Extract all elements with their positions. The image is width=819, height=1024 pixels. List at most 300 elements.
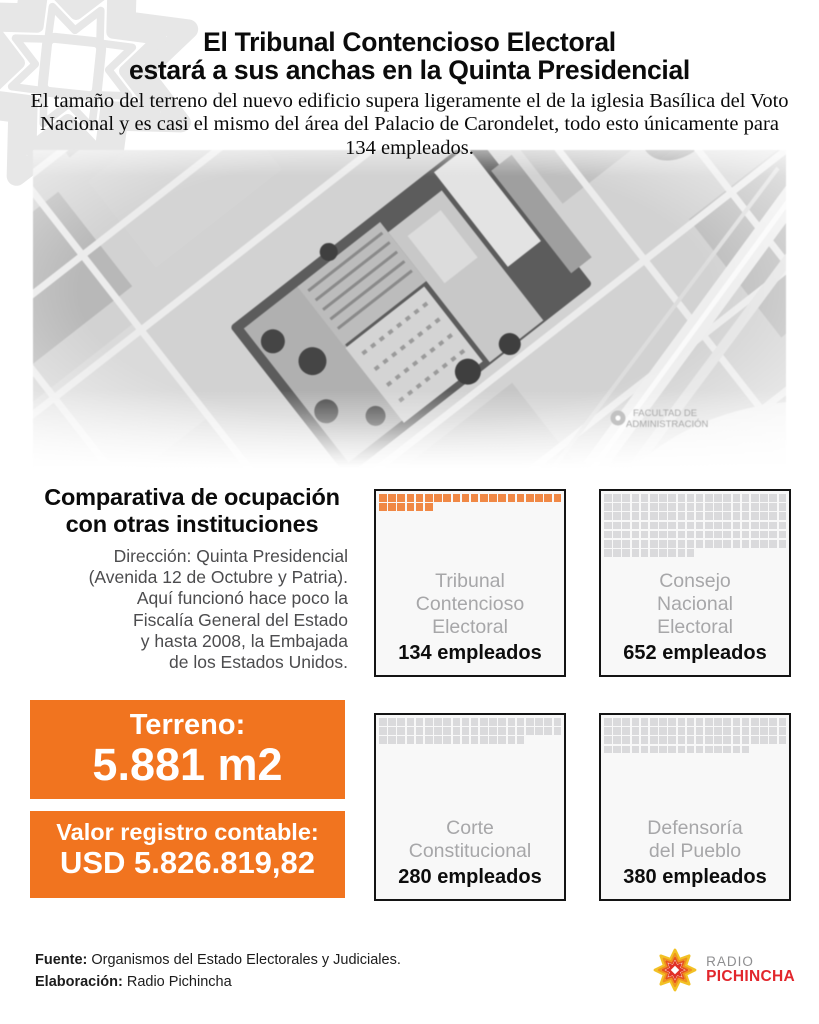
waffle-square [453,736,461,744]
waffle-square [769,736,777,744]
institution-name-line: Constitucional [408,840,532,862]
institution-name [376,817,564,863]
waffle-square [453,718,461,726]
waffle-square [535,727,543,735]
waffle-square [742,727,750,735]
institution-name-line: Contencioso [415,593,525,615]
waffle-square [687,522,695,530]
waffle-square [659,494,667,502]
waffle-square [489,494,497,502]
waffle-square [425,718,433,726]
waffle-square [668,531,676,539]
waffle-square [668,727,676,735]
waffle-square [760,494,768,502]
waffle-square [650,512,658,520]
waffle-square [733,540,741,548]
waffle-square [535,494,543,502]
waffle-square [678,503,686,511]
waffle-square [613,540,621,548]
waffle-square [678,727,686,735]
waffle-square [407,727,415,735]
waffle-square [659,718,667,726]
comparison-heading-line-1: Comparativa de ocupación [44,484,340,510]
comparison-intro [28,484,356,674]
waffle-square [705,727,713,735]
waffle-square [613,494,621,502]
waffle-square [604,727,612,735]
institution-name-line: Defensoría [647,817,743,839]
waffle-square [659,512,667,520]
institution-card [599,713,791,901]
waffle-square [659,736,667,744]
waffle-square [397,727,405,735]
waffle-square [622,540,630,548]
waffle-square [489,736,497,744]
employee-count: 134 empleados [398,642,542,664]
waffle-square [723,512,731,520]
comparison-section [0,478,819,940]
waffle-square [678,549,686,557]
waffle-square [443,736,451,744]
waffle-square [489,727,497,735]
waffle-square [742,736,750,744]
waffle-square [733,522,741,530]
waffle-square [779,727,787,735]
waffle-square [779,512,787,520]
waffle-square [632,746,640,754]
waffle-square [696,503,704,511]
waffle-square [751,540,759,548]
waffle-square [668,494,676,502]
waffle-square [742,512,750,520]
waffle-square [650,531,658,539]
institution-name-line: Electoral [432,616,508,638]
institution-cards-grid [374,489,792,901]
waffle-square [668,540,676,548]
waffle-square [544,727,552,735]
waffle-square [613,512,621,520]
waffle-square [751,531,759,539]
waffle-square [742,522,750,530]
valor-label: Valor registro contable: [56,819,319,845]
waffle-square [723,522,731,530]
waffle-square [554,718,562,726]
waffle-square [687,736,695,744]
waffle-square [687,549,695,557]
waffle-square [622,549,630,557]
waffle-square [668,549,676,557]
waffle-square [425,727,433,735]
waffle-square [733,727,741,735]
comparison-description [28,546,356,674]
waffle-square [453,727,461,735]
waffle-square [705,494,713,502]
waffle-square [723,540,731,548]
waffle-square [554,494,562,502]
waffle-square [714,512,722,520]
waffle-square [769,503,777,511]
waffle-square [425,736,433,744]
waffle-square [613,718,621,726]
waffle-square [659,531,667,539]
waffle-square [416,727,424,735]
waffle-square [613,522,621,530]
institution-name-line: del Pueblo [648,840,742,862]
waffle-square [659,540,667,548]
institution-card [599,489,791,677]
waffle-square [687,503,695,511]
footer [35,950,795,994]
waffle-square [678,494,686,502]
waffle-square [379,736,387,744]
waffle-square [632,549,640,557]
waffle-square [489,718,497,726]
waffle-square [471,727,479,735]
waffle-square [632,503,640,511]
employee-count: 652 empleados [623,642,767,664]
waffle-square [723,503,731,511]
waffle-square [632,522,640,530]
waffle-square [650,736,658,744]
waffle-square [742,531,750,539]
waffle-chart [601,491,789,557]
waffle-square [733,718,741,726]
waffle-square [407,718,415,726]
waffle-square [641,718,649,726]
waffle-square [769,718,777,726]
waffle-square [508,727,516,735]
waffle-square [604,512,612,520]
waffle-square [751,718,759,726]
waffle-square [678,512,686,520]
waffle-square [723,746,731,754]
waffle-square [517,718,525,726]
waffle-square [760,512,768,520]
waffle-square [714,727,722,735]
waffle-square [632,531,640,539]
waffle-square [769,494,777,502]
waffle-square [434,494,442,502]
waffle-square [696,512,704,520]
waffle-square [779,718,787,726]
waffle-square [760,736,768,744]
waffle-square [714,540,722,548]
waffle-square [723,718,731,726]
waffle-square [733,531,741,539]
waffle-square [407,503,415,511]
waffle-square [769,540,777,548]
waffle-square [733,512,741,520]
waffle-square [714,503,722,511]
waffle-square [723,736,731,744]
waffle-square [705,503,713,511]
waffle-square [760,503,768,511]
waffle-square [604,503,612,511]
waffle-square [742,746,750,754]
waffle-square [696,718,704,726]
waffle-square [696,736,704,744]
waffle-square [751,736,759,744]
waffle-square [434,727,442,735]
waffle-square [733,746,741,754]
waffle-square [462,727,470,735]
waffle-square [397,736,405,744]
waffle-square [696,727,704,735]
title-line-1: El Tribunal Contencioso Electoral [203,27,616,57]
waffle-square [434,736,442,744]
waffle-square [760,522,768,530]
waffle-square [668,746,676,754]
waffle-square [604,549,612,557]
waffle-square [687,531,695,539]
waffle-square [379,727,387,735]
waffle-square [388,736,396,744]
waffle-square [705,736,713,744]
waffle-square [668,736,676,744]
description-line: Aquí funcionó hace poco la [136,588,348,609]
card-text [601,570,789,665]
institution-name-line: Corte [446,817,494,839]
waffle-square [443,727,451,735]
waffle-square [622,522,630,530]
waffle-square [705,718,713,726]
description-line: de los Estados Unidos. [169,652,348,673]
waffle-square [659,746,667,754]
waffle-square [659,727,667,735]
waffle-square [613,531,621,539]
waffle-square [760,540,768,548]
waffle-square [622,736,630,744]
waffle-square [687,718,695,726]
card-text [601,817,789,889]
waffle-square [641,522,649,530]
waffle-square [604,718,612,726]
waffle-square [471,736,479,744]
waffle-square [397,503,405,511]
waffle-square [544,718,552,726]
waffle-square [425,494,433,502]
institution-card [374,489,566,677]
waffle-square [604,494,612,502]
waffle-square [416,494,424,502]
page-title [0,28,819,85]
satellite-map-image [33,150,786,468]
waffle-square [696,746,704,754]
waffle-square [760,718,768,726]
waffle-square [388,503,396,511]
waffle-square [696,531,704,539]
waffle-square [641,540,649,548]
waffle-square [641,494,649,502]
comparison-heading-line-2: con otras instituciones [65,510,319,537]
fuente-text: Organismos del Estado Electorales y Judiciales. [87,952,401,968]
page-subtitle: El tamaño del terreno del nuevo edificio supera ligeramente el de la iglesia Basílica del Voto Nacional y es casi el mismo del área del Palacio de Carondelet, todo esto únicamente para 134 empleados. [30,89,789,160]
waffle-square [733,494,741,502]
waffle-square [714,494,722,502]
waffle-square [508,736,516,744]
waffle-square [714,718,722,726]
terreno-value: 5.881 m2 [92,739,283,790]
waffle-square [535,718,543,726]
waffle-square [632,540,640,548]
terreno-label: Terreno: [129,709,246,741]
waffle-square [641,736,649,744]
waffle-square [760,727,768,735]
waffle-square [650,494,658,502]
waffle-square [678,746,686,754]
waffle-square [714,736,722,744]
waffle-square [714,746,722,754]
waffle-square [517,494,525,502]
waffle-square [554,727,562,735]
waffle-square [641,746,649,754]
waffle-square [650,727,658,735]
waffle-square [641,503,649,511]
waffle-square [678,522,686,530]
waffle-square [462,736,470,744]
description-line: Dirección: Quinta Presidencial [113,545,348,566]
waffle-square [678,531,686,539]
waffle-square [397,494,405,502]
header [0,28,819,161]
waffle-square [397,718,405,726]
brand-radio-text: RADIO [706,953,754,969]
waffle-square [604,522,612,530]
waffle-square [696,522,704,530]
waffle-square [508,494,516,502]
waffle-square [779,531,787,539]
fuente-label: Fuente: [35,952,88,968]
waffle-square [769,531,777,539]
waffle-square [733,736,741,744]
waffle-square [659,522,667,530]
employee-count: 280 empleados [398,866,542,888]
institution-card [374,713,566,901]
waffle-square [769,512,777,520]
waffle-square [696,494,704,502]
waffle-square [498,727,506,735]
waffle-square [687,746,695,754]
institution-name-line: Electoral [657,616,733,638]
waffle-square [613,549,621,557]
waffle-square [705,522,713,530]
terreno-stat-box [30,700,345,799]
waffle-square [668,522,676,530]
waffle-square [687,512,695,520]
waffle-square [632,718,640,726]
waffle-square [480,494,488,502]
waffle-square [779,540,787,548]
waffle-square [742,718,750,726]
waffle-square [379,494,387,502]
waffle-square [462,494,470,502]
waffle-square [723,727,731,735]
waffle-square [613,746,621,754]
waffle-square [388,718,396,726]
waffle-square [471,494,479,502]
elaboracion-text: Radio Pichincha [122,973,232,990]
institution-name-line: Consejo [659,570,731,592]
waffle-square [443,718,451,726]
waffle-square [471,718,479,726]
waffle-square [659,503,667,511]
waffle-square [462,718,470,726]
waffle-square [705,512,713,520]
waffle-square [379,503,387,511]
waffle-square [508,718,516,726]
waffle-square [517,736,525,744]
waffle-square [613,736,621,744]
waffle-square [678,718,686,726]
waffle-square [416,718,424,726]
waffle-square [379,718,387,726]
waffle-square [632,494,640,502]
waffle-square [425,503,433,511]
waffle-square [751,512,759,520]
waffle-square [751,503,759,511]
brand-pichincha-text: PICHINCHA [706,967,795,985]
waffle-square [678,736,686,744]
waffle-square [742,503,750,511]
institution-name [601,817,789,863]
waffle-square [622,727,630,735]
waffle-square [622,718,630,726]
institution-name-line: Nacional [657,593,733,615]
waffle-square [613,727,621,735]
waffle-square [696,540,704,548]
waffle-square [705,540,713,548]
institution-name [601,570,789,639]
waffle-square [613,503,621,511]
waffle-square [641,531,649,539]
waffle-square [650,549,658,557]
waffle-square [687,494,695,502]
valor-value: USD 5.826.819,82 [59,845,316,880]
waffle-square [751,727,759,735]
waffle-square [779,522,787,530]
waffle-square [416,503,424,511]
waffle-square [480,727,488,735]
waffle-square [632,512,640,520]
waffle-square [604,736,612,744]
waffle-square [650,746,658,754]
waffle-chart [376,491,564,511]
card-text [376,570,564,665]
waffle-square [416,736,424,744]
waffle-square [779,736,787,744]
waffle-square [714,531,722,539]
radio-pichincha-logo [651,946,795,994]
waffle-square [751,522,759,530]
waffle-square [517,727,525,735]
waffle-square [668,718,676,726]
waffle-square [544,494,552,502]
waffle-chart [601,715,789,753]
waffle-square [622,494,630,502]
waffle-square [687,727,695,735]
waffle-square [526,727,534,735]
waffle-square [769,522,777,530]
employee-count: 380 empleados [623,866,767,888]
waffle-square [604,540,612,548]
waffle-square [641,549,649,557]
waffle-square [751,494,759,502]
waffle-square [760,531,768,539]
waffle-square [632,727,640,735]
waffle-square [407,736,415,744]
waffle-square [687,540,695,548]
waffle-square [641,512,649,520]
